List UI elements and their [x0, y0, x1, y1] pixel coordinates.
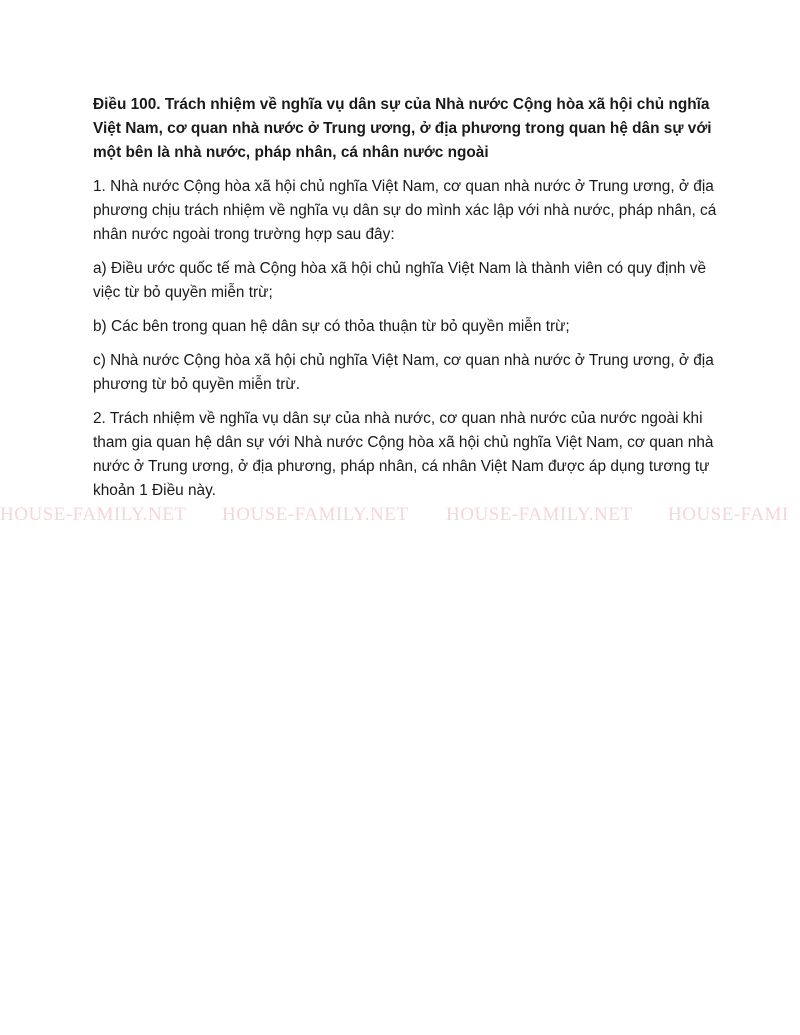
watermark-text: HOUSE-FAMILY.NET — [0, 504, 187, 525]
watermark-text: HOUSE-FAMILY.NET — [446, 504, 633, 525]
clause-1-point-a: a) Điều ước quốc tế mà Cộng hòa xã hội chủ nghĩa Việt Nam là thành viên có quy định về việc từ bỏ quyền miễn trừ; — [93, 260, 707, 301]
clause-2: 2. Trách nhiệm về nghĩa vụ dân sự của nhà nước, cơ quan nhà nước của nước ngoài khi tham gia quan hệ dân sự với Nhà nước Cộng hòa xã hội chủ nghĩa Việt Nam, cơ quan nhà nước ở Trung ương, ở địa phương, pháp nhân, cá nhân Việt Nam được áp dụng tương tự khoản 1 Điều này. — [93, 410, 714, 499]
watermark-text: HOUSE-FAMILY.NET — [222, 504, 409, 525]
clause-1: 1. Nhà nước Cộng hòa xã hội chủ nghĩa Việt Nam, cơ quan nhà nước ở Trung ương, ở địa phương chịu trách nhiệm về nghĩa vụ dân sự do mình xác lập với nhà nước, pháp nhân, cá nhân nước ngoài trong trường hợp sau đây: — [93, 178, 717, 243]
document-body — [93, 93, 723, 513]
clause-1-point-c: c) Nhà nước Cộng hòa xã hội chủ nghĩa Việt Nam, cơ quan nhà nước ở Trung ương, ở địa phương từ bỏ quyền miễn trừ. — [93, 352, 714, 393]
watermark-text: HOUSE-FAMI — [668, 504, 789, 525]
watermark-band — [0, 504, 800, 526]
article-heading: Điều 100. Trách nhiệm về nghĩa vụ dân sự của Nhà nước Cộng hòa xã hội chủ nghĩa Việt Nam, cơ quan nhà nước ở Trung ương, ở địa phương trong quan hệ dân sự với một bên là nhà nước, pháp nhân, cá nhân nước ngoài — [93, 96, 712, 161]
clause-1-point-b: b) Các bên trong quan hệ dân sự có thỏa thuận từ bỏ quyền miễn trừ; — [93, 318, 570, 335]
